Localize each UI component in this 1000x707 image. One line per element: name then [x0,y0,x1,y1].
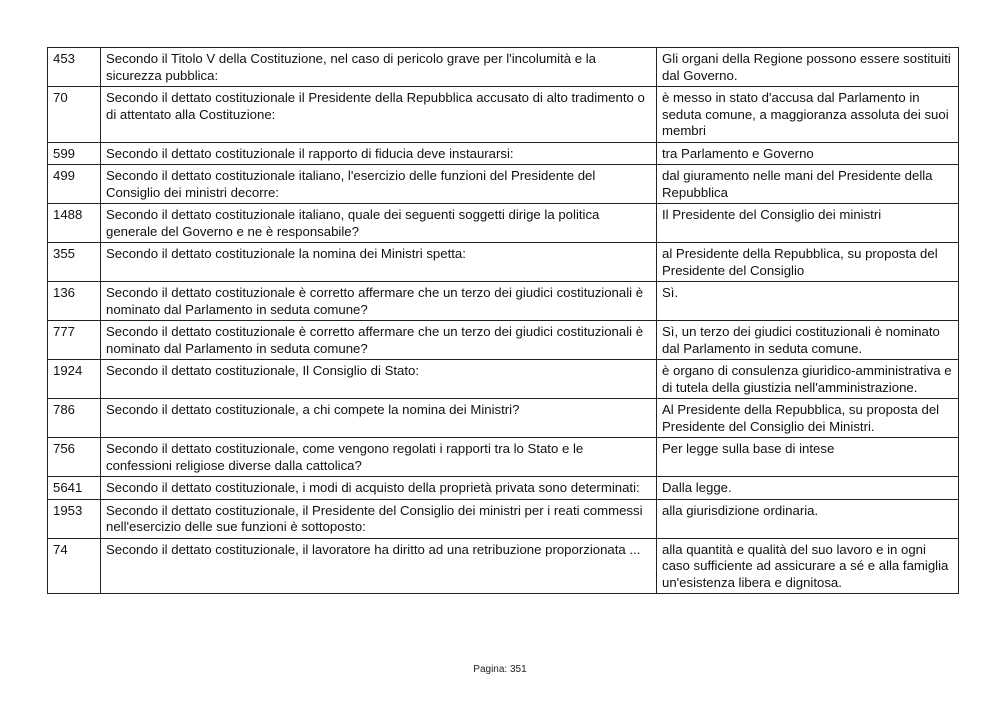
question-text-cell: Secondo il dettato costituzionale il Presidente della Repubblica accusato di alto tradimento o di attentato alla Costituzione: [101,87,657,143]
answer-text-cell: tra Parlamento e Governo [657,142,959,165]
question-text-cell: Secondo il dettato costituzionale è corretto affermare che un terzo dei giudici costituzionali è nominato dal Parlamento in seduta comune? [101,282,657,321]
question-text-cell: Secondo il dettato costituzionale la nomina dei Ministri spetta: [101,243,657,282]
question-text-cell: Secondo il dettato costituzionale, il Presidente del Consiglio dei ministri per i reati commessi nell'esercizio delle sue funzioni è sottoposto: [101,499,657,538]
question-text-cell: Secondo il dettato costituzionale il rapporto di fiducia deve instaurarsi: [101,142,657,165]
question-id-cell: 5641 [48,477,101,500]
table-row [48,438,959,477]
table-row [48,243,959,282]
table-row [48,204,959,243]
table-row [48,87,959,143]
answer-text-cell: è organo di consulenza giuridico-amministrativa e di tutela della giustizia nell'amministrazione. [657,360,959,399]
questions-table-body [48,48,959,594]
table-row [48,499,959,538]
table-row [48,142,959,165]
question-id-cell: 499 [48,165,101,204]
answer-text-cell: al Presidente della Repubblica, su proposta del Presidente del Consiglio [657,243,959,282]
answer-text-cell: Sì, un terzo dei giudici costituzionali è nominato dal Parlamento in seduta comune. [657,321,959,360]
table-row [48,477,959,500]
question-text-cell: Secondo il dettato costituzionale, a chi compete la nomina dei Ministri? [101,399,657,438]
question-id-cell: 355 [48,243,101,282]
question-id-cell: 1953 [48,499,101,538]
question-text-cell: Secondo il dettato costituzionale è corretto affermare che un terzo dei giudici costituzionali è nominato dal Parlamento in seduta comune? [101,321,657,360]
page-number: Pagina: 351 [473,664,527,675]
question-id-cell: 136 [48,282,101,321]
question-id-cell: 453 [48,48,101,87]
answer-text-cell: Gli organi della Regione possono essere sostituiti dal Governo. [657,48,959,87]
question-text-cell: Secondo il dettato costituzionale italiano, quale dei seguenti soggetti dirige la politica generale del Governo e ne è responsabile? [101,204,657,243]
questions-table [47,47,959,594]
table-row [48,538,959,594]
question-text-cell: Secondo il Titolo V della Costituzione, nel caso di pericolo grave per l'incolumità e la sicurezza pubblica: [101,48,657,87]
question-id-cell: 786 [48,399,101,438]
question-id-cell: 1924 [48,360,101,399]
table-row [48,282,959,321]
answer-text-cell: alla quantità e qualità del suo lavoro e in ogni caso sufficiente ad assicurare a sé e alla famiglia un'esistenza libera e dignitosa. [657,538,959,594]
table-row [48,165,959,204]
table-row [48,399,959,438]
question-id-cell: 70 [48,87,101,143]
table-row [48,48,959,87]
question-text-cell: Secondo il dettato costituzionale, il lavoratore ha diritto ad una retribuzione proporzionata ... [101,538,657,594]
question-text-cell: Secondo il dettato costituzionale, come vengono regolati i rapporti tra lo Stato e le confessioni religiose diverse dalla cattolica? [101,438,657,477]
question-id-cell: 599 [48,142,101,165]
answer-text-cell: Al Presidente della Repubblica, su proposta del Presidente del Consiglio dei Ministri. [657,399,959,438]
document-page [47,47,958,594]
answer-text-cell: alla giurisdizione ordinaria. [657,499,959,538]
question-id-cell: 74 [48,538,101,594]
question-text-cell: Secondo il dettato costituzionale, i modi di acquisto della proprietà privata sono determinati: [101,477,657,500]
answer-text-cell: Per legge sulla base di intese [657,438,959,477]
answer-text-cell: Dalla legge. [657,477,959,500]
question-id-cell: 777 [48,321,101,360]
answer-text-cell: Sì. [657,282,959,321]
question-text-cell: Secondo il dettato costituzionale, Il Consiglio di Stato: [101,360,657,399]
table-row [48,360,959,399]
answer-text-cell: Il Presidente del Consiglio dei ministri [657,204,959,243]
answer-text-cell: è messo in stato d'accusa dal Parlamento in seduta comune, a maggioranza assoluta dei suoi membri [657,87,959,143]
question-text-cell: Secondo il dettato costituzionale italiano, l'esercizio delle funzioni del Presidente del Consiglio dei ministri decorre: [101,165,657,204]
question-id-cell: 1488 [48,204,101,243]
answer-text-cell: dal giuramento nelle mani del Presidente della Repubblica [657,165,959,204]
question-id-cell: 756 [48,438,101,477]
table-row [48,321,959,360]
